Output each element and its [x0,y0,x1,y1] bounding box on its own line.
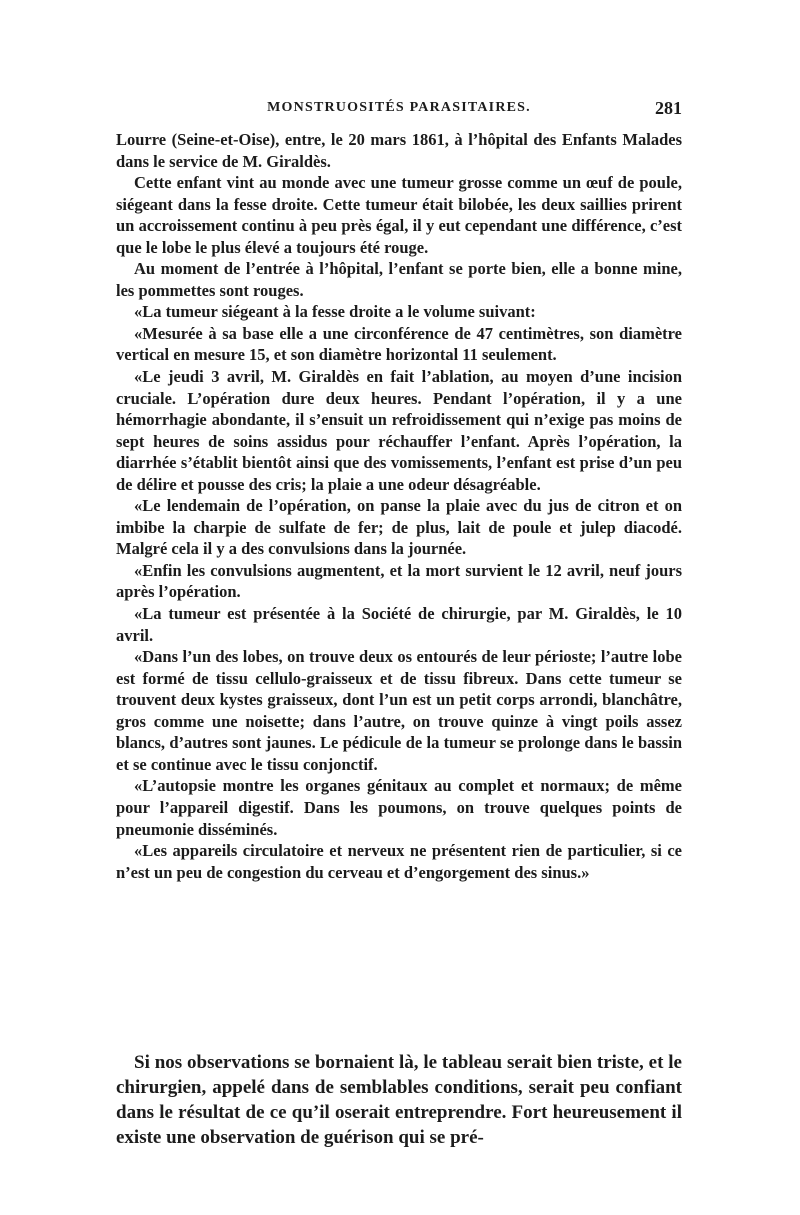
paragraph-12: «Les appareils circulatoire et nerveux ne présentent rien de particulier, si ce n’est un peu de congestion du cerveau et d’engorgement des sinus.» [116,841,682,882]
paragraph-11: «L’autopsie montre les organes génitaux au complet et normaux; de même pour l’appareil digestif. Dans les poumons, on trouve quelques points de pneumonie disséminés. [116,776,682,839]
paragraph-8: «Enfin les convulsions augmentent, et la mort survient le 12 avril, neuf jours après l’opération. [116,560,682,602]
paragraph-10: «Dans l’un des lobes, on trouve deux os entourés de leur périoste; l’autre lobe est formé de tissu cellulo-graisseux et de tissu fibreux. Dans cette tumeur se trouvent deux kystes graisseux, dont l’un est un petit corps arrondi, blanchâtre, gros comme une noisette; dans l’autre, on trouve quinze à vingt poils assez blancs, d’autres sont jaunes. Le pédicule de la tumeur se prolonge dans le bassin et se continue avec le tissu conjonctif. [116,647,682,774]
paragraph-2: Cette enfant vint au monde avec une tumeur grosse comme un œuf de poule, siégeant dans la fesse droite. Cette tumeur était bilobée, les deux saillies prirent un accroissement continu à peu près égal, il y eut cependant une différence, c’est que le lobe le plus élevé a toujours été rouge. [116,173,682,257]
paragraph-3: Au moment de l’entrée à l’hôpital, l’enfant se porte bien, elle a bonne mine, les pommettes sont rouges. [116,259,682,300]
page-header [116,98,682,122]
paragraph-6: «Le jeudi 3 avril, M. Giraldès en fait l’ablation, au moyen d’une incision cruciale. L’opération dure deux heures. Pendant l’opération, il y a une hémorrhagie abondante, il s’ensuit un refroidissement qui n’exige pas moins de sept heures de soins assidus pour réchauffer l’enfant. Après l’opération, la diarrhée s’établit bientôt ainsi que des vomissements, l’enfant est prise d’un peu de délire et pousse des cris; la plaie a une odeur désagréable. [116,367,682,494]
commentary-text [116,1050,682,1150]
running-title: MONSTRUOSITÉS PARASITAIRES. [267,100,531,115]
paragraph-1: Lourre (Seine-et-Oise), entre, le 20 mars 1861, à l’hôpital des Enfants Malades dans le service de M. Giraldès. [116,130,682,171]
paragraph-7: «Le lendemain de l’opération, on panse la plaie avec du jus de citron et on imbibe la charpie de sulfate de fer; de plus, lait de poule et julep diacodé. Malgré cela il y a des convulsions dans la journée. [116,496,682,559]
observation-text [116,129,682,883]
paragraph-4: «La tumeur siégeant à la fesse droite a le volume suivant: [134,302,536,322]
commentary-paragraph: Si nos observations se bornaient là, le tableau serait bien triste, et le chirurgien, appelé dans de semblables conditions, serait peu confiant dans le résultat de ce qu’il oserait entreprendre. Fort heureusement il existe une observation de guérison qui se pré- [116,1052,682,1148]
paragraph-5: «Mesurée à sa base elle a une circonférence de 47 centimètres, son diamètre vertical en mesure 15, et son diamètre horizontal 11 seulement. [116,323,682,365]
paragraph-9: «La tumeur est présentée à la Société de chirurgie, par M. Giraldès, le 10 avril. [116,604,682,645]
page-number: 281 [655,98,682,118]
